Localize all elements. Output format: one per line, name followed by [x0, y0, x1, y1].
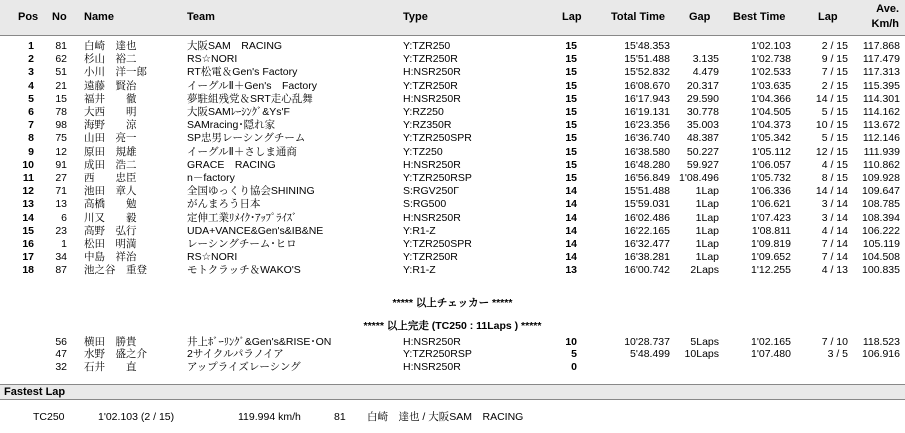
result-best: 1'06.057	[751, 158, 791, 171]
result-no: 78	[55, 106, 67, 118]
result-best: 1'05.112	[751, 145, 791, 158]
result-no: 27	[55, 172, 67, 184]
result-pos: 14	[22, 211, 34, 224]
result-total: 16'38.580	[624, 145, 670, 158]
result-team: 全国ゆっくり協会SHINING	[187, 185, 315, 198]
result-name: 松田 明満	[84, 238, 137, 250]
non-finisher-type: H:NSR250R	[403, 336, 461, 348]
result-total: 16'08.670	[624, 79, 670, 92]
result-type: S:RG500	[403, 198, 447, 211]
result-gap: 29.590	[686, 92, 719, 105]
result-total: 16'00.742	[624, 264, 670, 277]
result-ave: 113.672	[862, 119, 900, 132]
result-lap: 15	[565, 66, 577, 79]
result-row	[0, 146, 905, 158]
result-bestlap: 7 / 14	[821, 238, 848, 250]
result-name: 高野 弘行	[84, 224, 137, 237]
result-row	[0, 251, 905, 263]
non-finisher-lap: 0	[571, 360, 577, 373]
result-bestlap: 2 / 15	[821, 79, 848, 92]
non-finisher-gap: 5Laps	[690, 336, 719, 348]
result-name: 大西 明	[84, 106, 137, 118]
result-gap: 2Laps	[690, 264, 719, 277]
result-lap: 14	[565, 251, 577, 264]
result-row	[0, 172, 905, 184]
result-team: GRACE RACING	[187, 158, 276, 171]
result-bestlap: 7 / 15	[821, 66, 848, 79]
result-name: 川又 毅	[84, 211, 137, 224]
result-team: SP忠男レーシングチーム	[187, 132, 306, 145]
result-team: 夢駐組残党＆SRT走心乱舞	[187, 92, 313, 105]
result-bestlap: 14 / 14	[815, 185, 848, 198]
result-type: Y:RZ350R	[403, 119, 452, 132]
non-finisher-lap: 5	[571, 348, 577, 361]
result-pos: 5	[28, 92, 34, 105]
result-gap: 59.927	[686, 158, 719, 171]
non-finisher-bestlap: 7 / 10	[821, 336, 848, 348]
non-finisher-gap: 10Laps	[684, 348, 719, 361]
non-finisher-bestlap: 3 / 5	[827, 348, 848, 361]
result-gap: 1'08.496	[679, 172, 719, 184]
result-ave: 115.395	[862, 79, 900, 92]
result-name: 小川 洋一郎	[84, 66, 147, 79]
non-finisher-total: 5'48.499	[630, 348, 670, 361]
result-no: 6	[61, 211, 67, 224]
result-type: Y:RZ250	[403, 106, 444, 118]
result-ave: 117.479	[862, 53, 900, 66]
result-bestlap: 10 / 15	[815, 119, 848, 132]
result-total: 15'51.488	[624, 185, 670, 198]
result-row	[0, 132, 905, 144]
result-lap: 14	[565, 224, 577, 237]
non-finisher-type: Y:TZR250RSP	[403, 348, 472, 361]
result-best: 1'09.819	[751, 238, 791, 250]
fastest-lap-header	[0, 384, 905, 400]
result-ave: 117.868	[862, 40, 900, 52]
result-ave: 117.313	[862, 66, 900, 79]
non-finisher-total: 10'28.737	[624, 336, 670, 348]
result-total: 16'02.486	[624, 211, 670, 224]
result-best: 1'07.423	[751, 211, 791, 224]
result-bestlap: 14 / 15	[815, 92, 848, 105]
result-name: 白崎 達也	[84, 40, 137, 52]
result-row	[0, 66, 905, 78]
result-lap: 14	[565, 185, 577, 198]
results-header	[0, 0, 905, 36]
result-type: Y:TZ250	[403, 145, 443, 158]
result-ave: 112.146	[862, 132, 900, 145]
result-best: 1'08.811	[751, 224, 791, 237]
result-team: 大阪SAM RACING	[187, 40, 283, 52]
result-pos: 4	[28, 79, 34, 92]
result-no: 1	[61, 238, 67, 250]
result-best: 1'09.652	[751, 251, 791, 264]
result-row	[0, 106, 905, 118]
result-ave: 100.835	[862, 264, 900, 277]
result-ave: 108.394	[862, 211, 900, 224]
non-finisher-ave: 118.523	[862, 336, 900, 348]
result-gap: 1Lap	[695, 185, 719, 198]
result-best: 1'04.373	[751, 119, 791, 132]
result-name: 成田 浩二	[84, 158, 137, 171]
result-pos: 9	[28, 145, 34, 158]
result-bestlap: 8 / 15	[821, 172, 848, 184]
fastest-lap-class: TC250	[33, 411, 65, 423]
result-name: 遠藤 賢治	[84, 79, 137, 92]
result-type: Y:TZR250	[403, 40, 451, 52]
result-lap: 15	[565, 172, 577, 184]
result-row	[0, 40, 905, 52]
result-name: 杉山 裕二	[84, 53, 137, 66]
result-no: 21	[55, 79, 67, 92]
result-no: 98	[55, 119, 67, 132]
result-no: 71	[55, 185, 67, 198]
header-team: Team	[187, 11, 215, 23]
result-team: 定伸工業ﾘﾒｲｸ･ｱｯﾌﾟﾗｲｽﾞ	[187, 211, 298, 224]
result-team: モトクラッチ＆WAKO'S	[187, 264, 301, 277]
result-lap: 14	[565, 198, 577, 211]
result-team: 大阪SAMﾚｰｼﾝｸﾞ&Ys'F	[187, 106, 290, 118]
result-bestlap: 12 / 15	[815, 145, 848, 158]
result-no: 75	[55, 132, 67, 145]
result-pos: 10	[22, 158, 34, 171]
result-row	[0, 264, 905, 276]
result-ave: 106.222	[862, 224, 900, 237]
result-total: 16'48.280	[624, 158, 670, 171]
result-ave: 109.647	[862, 185, 900, 198]
result-lap: 15	[565, 92, 577, 105]
result-row	[0, 93, 905, 105]
result-total: 16'32.477	[624, 238, 670, 250]
result-bestlap: 4 / 14	[821, 224, 848, 237]
result-total: 15'51.488	[624, 53, 670, 66]
result-bestlap: 5 / 15	[821, 132, 848, 145]
result-best: 1'05.342	[751, 132, 791, 145]
result-total: 16'36.740	[624, 132, 670, 145]
result-gap: 20.317	[686, 79, 719, 92]
result-pos: 12	[22, 185, 34, 198]
result-pos: 6	[28, 106, 34, 118]
result-row	[0, 212, 905, 224]
result-total: 15'48.353	[624, 40, 670, 52]
result-best: 1'02.103	[751, 40, 791, 52]
checker-note: ***** 以上チェッカー *****	[392, 297, 513, 309]
result-team: UDA+VANCE&Gen's&IB&NE	[187, 224, 324, 237]
result-team: がんまろう日本	[187, 198, 261, 211]
fastest-lap-row	[0, 411, 905, 423]
non-finisher-best: 1'07.480	[751, 348, 791, 361]
result-pos: 11	[22, 172, 34, 184]
result-gap: 4.479	[692, 66, 719, 79]
result-best: 1'06.621	[751, 198, 791, 211]
result-best: 1'04.366	[751, 92, 791, 105]
result-lap: 15	[565, 158, 577, 171]
result-total: 16'22.165	[624, 224, 670, 237]
result-no: 13	[55, 198, 67, 211]
result-no: 81	[55, 40, 67, 52]
result-type: Y:TZR250R	[403, 251, 458, 264]
non-finisher-best: 1'02.165	[751, 336, 791, 348]
result-name: 海野 涼	[84, 119, 137, 132]
result-total: 16'17.943	[624, 92, 670, 105]
result-total: 15'59.031	[624, 198, 670, 211]
result-no: 23	[55, 224, 67, 237]
result-team: RT松電＆Gen's Factory	[187, 66, 298, 79]
non-finisher-team: 井上ﾎﾞｰﾘﾝｸﾞ&Gen's&RISE･ON	[187, 336, 332, 348]
result-no: 87	[55, 264, 67, 277]
non-finisher-no: 56	[55, 336, 67, 348]
result-team: レーシングチーム･ヒロ	[187, 238, 297, 250]
result-row	[0, 80, 905, 92]
result-total: 16'38.281	[624, 251, 670, 264]
header-gap: Gap	[689, 11, 711, 23]
result-lap: 15	[565, 106, 577, 118]
result-bestlap: 4 / 13	[821, 264, 848, 277]
result-lap: 15	[565, 119, 577, 132]
result-no: 51	[55, 66, 67, 79]
result-ave: 105.119	[862, 238, 900, 250]
result-ave: 114.301	[862, 92, 900, 105]
result-no: 34	[55, 251, 67, 264]
result-ave: 111.939	[863, 145, 900, 158]
result-lap: 13	[565, 264, 577, 277]
result-gap: 1Lap	[695, 251, 719, 264]
non-finisher-row	[0, 348, 905, 360]
complete-note: ***** 以上完走 (TC250 : 11Laps ) *****	[363, 320, 542, 332]
result-ave: 108.785	[862, 198, 900, 211]
result-type: H:NSR250R	[403, 158, 461, 171]
result-row	[0, 159, 905, 171]
result-no: 62	[55, 53, 67, 66]
result-gap: 48.387	[686, 132, 719, 145]
result-total: 15'52.832	[624, 66, 670, 79]
result-type: Y:TZR250SPR	[403, 132, 472, 145]
result-pos: 8	[28, 132, 34, 145]
result-ave: 114.162	[862, 106, 900, 118]
header-pos: Pos	[18, 11, 39, 23]
result-pos: 3	[28, 66, 34, 79]
result-type: Y:R1-Z	[403, 224, 436, 237]
non-finisher-team: アップライズレーシング	[187, 360, 301, 373]
result-team: RS☆NORI	[187, 53, 238, 66]
result-pos: 17	[22, 251, 34, 264]
result-name: 福井 徹	[84, 92, 137, 105]
result-team: SAMracing･隠れ家	[187, 119, 276, 132]
result-type: H:NSR250R	[403, 211, 461, 224]
result-pos: 7	[28, 119, 34, 132]
result-pos: 2	[28, 53, 34, 66]
result-team: RS☆NORI	[187, 251, 238, 264]
result-gap: 35.003	[686, 119, 719, 132]
header-ave-2: Km/h	[871, 18, 899, 30]
result-team: n－factory	[187, 172, 235, 184]
result-bestlap: 3 / 14	[821, 198, 848, 211]
result-team: イーグルⅡ＋Gen's Factory	[187, 79, 317, 92]
result-lap: 15	[565, 132, 577, 145]
result-type: Y:TZR250R	[403, 53, 458, 66]
fastest-lap-time: 1'02.103 (2 / 15)	[98, 411, 175, 423]
non-finisher-name: 横田 勝貴	[84, 336, 137, 348]
non-finisher-row	[0, 336, 905, 348]
result-name: 原田 規雄	[84, 145, 137, 158]
result-bestlap: 3 / 14	[821, 211, 848, 224]
result-row	[0, 119, 905, 131]
result-row	[0, 198, 905, 210]
fastest-lap-title: Fastest Lap	[4, 386, 66, 398]
result-type: Y:TZR250R	[403, 79, 458, 92]
result-pos: 16	[22, 238, 34, 250]
non-finisher-row	[0, 361, 905, 373]
fastest-lap-no: 81	[334, 411, 346, 423]
header-lap: Lap	[562, 11, 582, 23]
result-no: 15	[55, 92, 67, 105]
result-pos: 1	[28, 40, 34, 52]
result-type: H:NSR250R	[403, 66, 461, 79]
non-finisher-name: 水野 盛之介	[84, 348, 147, 361]
fastest-lap-speed: 119.994 km/h	[238, 411, 301, 423]
header-no: No	[52, 11, 67, 23]
result-type: Y:TZR250SPR	[403, 238, 472, 250]
result-lap: 15	[565, 145, 577, 158]
header-type: Type	[403, 11, 428, 23]
fastest-lap-rider: 白崎 達也 / 大阪SAM RACING	[367, 411, 524, 423]
result-name: 西 忠臣	[84, 172, 137, 184]
result-team: イーグルⅡ＋さしま通商	[187, 145, 297, 158]
result-lap: 15	[565, 40, 577, 52]
result-lap: 14	[565, 238, 577, 250]
result-type: Y:TZR250RSP	[403, 172, 472, 184]
result-best: 1'12.255	[751, 264, 791, 277]
result-lap: 14	[565, 211, 577, 224]
result-name: 中島 祥治	[84, 251, 137, 264]
result-pos: 18	[22, 264, 34, 277]
result-lap: 15	[565, 79, 577, 92]
header-best-time: Best Time	[733, 11, 786, 23]
result-best: 1'05.732	[751, 172, 791, 184]
result-type: H:NSR250R	[403, 92, 461, 105]
result-name: 池田 章人	[84, 185, 137, 198]
result-name: 山田 亮一	[84, 132, 137, 145]
result-lap: 15	[565, 53, 577, 66]
header-total-time: Total Time	[611, 11, 665, 23]
result-total: 16'23.356	[624, 119, 670, 132]
result-best: 1'02.533	[751, 66, 791, 79]
result-best: 1'06.336	[751, 185, 791, 198]
result-gap: 50.227	[686, 145, 719, 158]
header-best-lap: Lap	[818, 11, 838, 23]
result-type: S:RGV250Γ	[403, 185, 459, 198]
non-finisher-type: H:NSR250R	[403, 360, 461, 373]
result-no: 12	[55, 145, 67, 158]
result-bestlap: 5 / 15	[821, 106, 848, 118]
result-row	[0, 238, 905, 250]
result-gap: 1Lap	[695, 224, 719, 237]
result-pos: 13	[22, 198, 34, 211]
result-name: 高橋 勉	[84, 198, 137, 211]
result-gap: 1Lap	[695, 198, 719, 211]
result-row	[0, 225, 905, 237]
result-total: 16'19.131	[624, 106, 670, 118]
result-no: 91	[55, 158, 67, 171]
result-gap: 30.778	[686, 106, 719, 118]
header-name: Name	[84, 11, 114, 23]
result-ave: 109.928	[862, 172, 900, 184]
non-finisher-no: 32	[55, 360, 67, 373]
result-bestlap: 2 / 15	[821, 40, 848, 52]
non-finisher-ave: 106.916	[862, 348, 900, 361]
result-ave: 104.508	[862, 251, 900, 264]
non-finisher-lap: 10	[565, 336, 577, 348]
header-ave-1: Ave.	[876, 3, 899, 15]
result-bestlap: 7 / 14	[821, 251, 848, 264]
non-finisher-name: 石井 直	[84, 360, 137, 373]
result-bestlap: 9 / 15	[821, 53, 848, 66]
result-name: 池之谷 重登	[84, 264, 147, 277]
result-best: 1'03.635	[751, 79, 791, 92]
result-ave: 110.862	[862, 158, 900, 171]
result-total: 16'56.849	[624, 172, 670, 184]
result-gap: 1Lap	[695, 211, 719, 224]
result-row	[0, 185, 905, 197]
result-gap: 1Lap	[695, 238, 719, 250]
result-gap: 3.135	[692, 53, 719, 66]
result-bestlap: 4 / 15	[821, 158, 848, 171]
result-pos: 15	[22, 224, 34, 237]
non-finisher-team: 2サイクルパラノイア	[187, 348, 284, 361]
result-best: 1'04.505	[751, 106, 791, 118]
result-row	[0, 53, 905, 65]
result-type: Y:R1-Z	[403, 264, 436, 277]
non-finisher-no: 47	[55, 348, 67, 361]
result-best: 1'02.738	[751, 53, 791, 66]
